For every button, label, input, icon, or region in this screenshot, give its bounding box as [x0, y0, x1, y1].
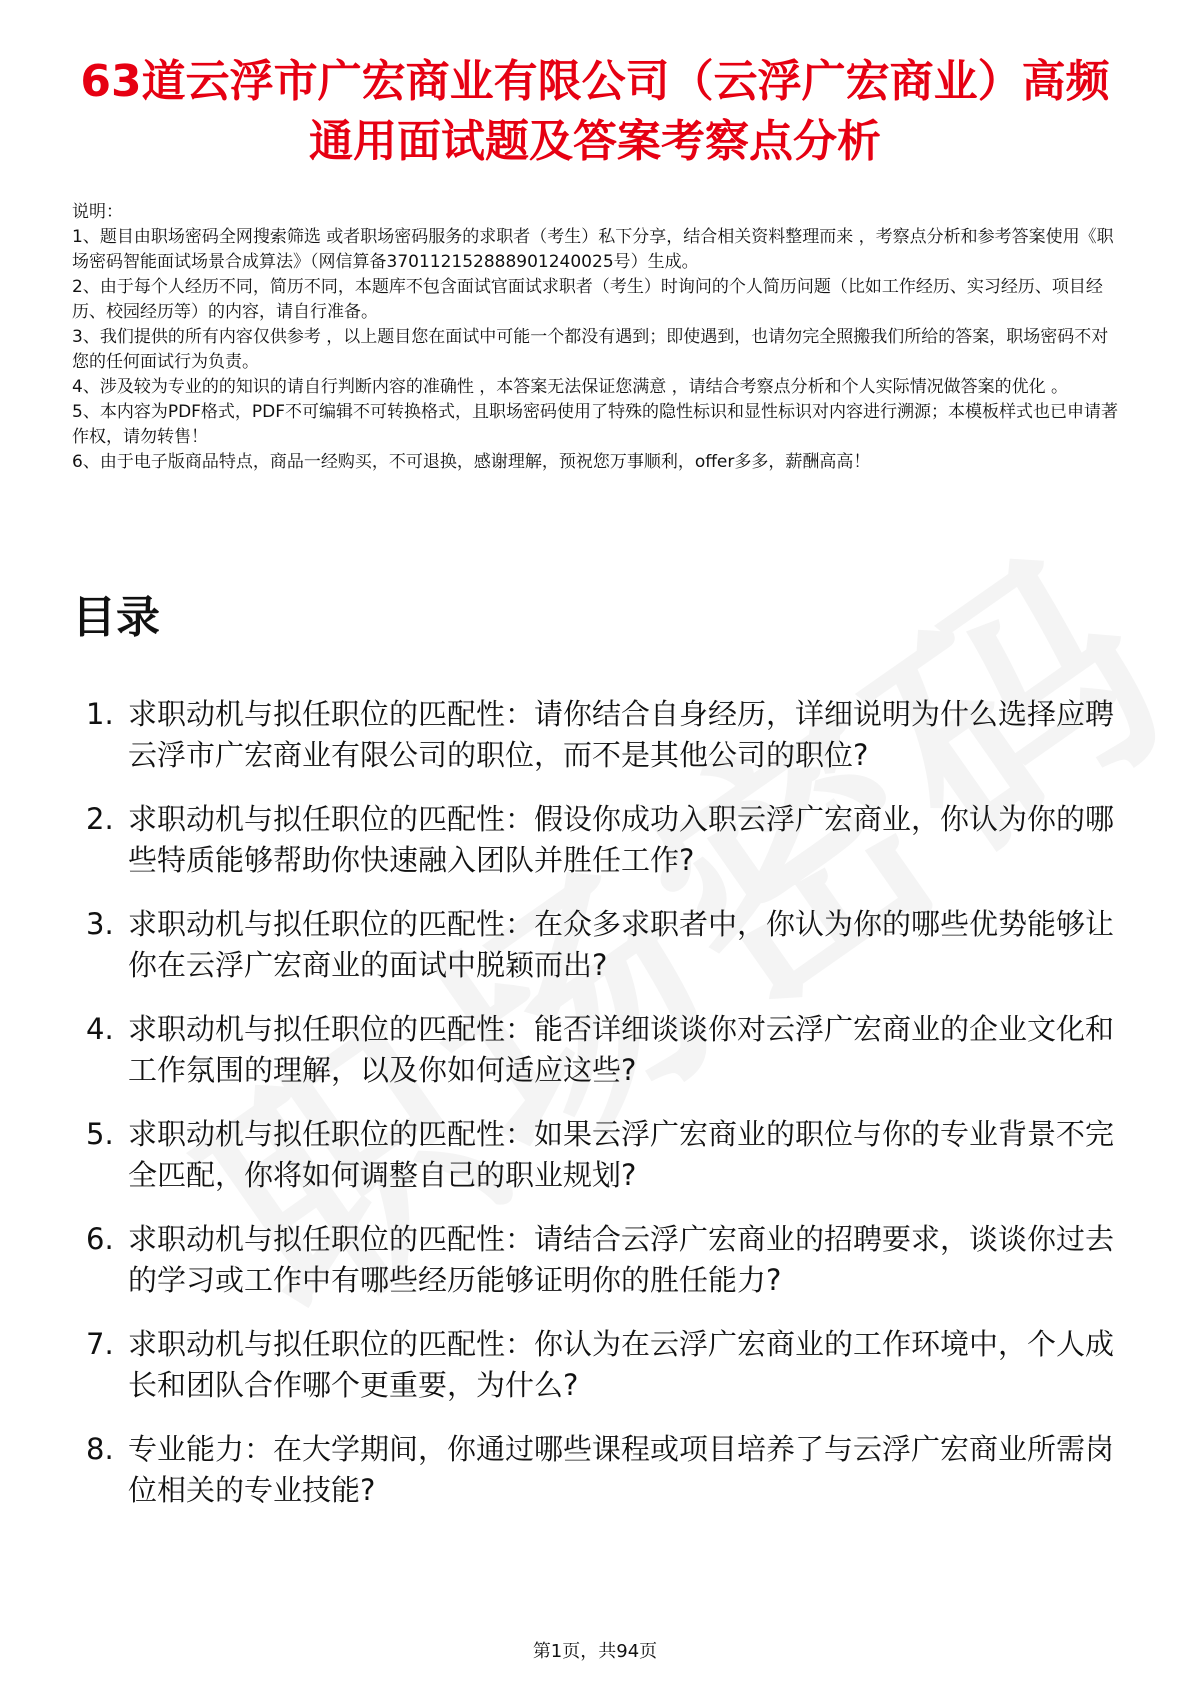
toc-item-number: 4. [86, 1012, 114, 1046]
toc-item-number: 1. [86, 697, 114, 731]
toc-item[interactable] [86, 1114, 1126, 1196]
note-item: 5、本内容为PDF格式，PDF不可编辑不可转换格式，且职场密码使用了特殊的隐性标识和显性标识对内容进行溯源；本模板样式也已申请著作权，请勿转售！ [72, 402, 1119, 447]
toc-item-text: 求职动机与拟任职位的匹配性：如果云浮广宏商业的职位与你的专业背景不完全匹配，你将如何调整自己的职业规划? [128, 1117, 1115, 1192]
toc-item-number: 2. [86, 802, 114, 836]
toc-item-number: 5. [86, 1117, 114, 1151]
table-of-contents [86, 694, 1126, 1534]
toc-item[interactable] [86, 799, 1126, 881]
note-item: 4、涉及较为专业的的知识的请自行判断内容的准确性 ，本答案无法保证您满意 ，请结合考察点分析和个人实际情况做答案的优化 。 [72, 377, 1069, 397]
note-item: 1、题目由职场密码全网搜索筛选 或者职场密码服务的求职者（考生）私下分享，结合相关资料整理而来 ，考察点分析和参考答案使用《职场密码智能面试场景合成算法》（网信算备370112152888901240025号）生成。 [72, 227, 1114, 272]
page-footer: 第1页，共94页 [532, 1641, 658, 1662]
toc-item-text: 专业能力：在大学期间，你通过哪些课程或项目培养了与云浮广宏商业所需岗位相关的专业技能? [128, 1432, 1115, 1507]
toc-item-number: 7. [86, 1327, 114, 1361]
toc-item[interactable] [86, 904, 1126, 986]
toc-item-text: 求职动机与拟任职位的匹配性：在众多求职者中，你认为你的哪些优势能够让你在云浮广宏商业的面试中脱颖而出? [128, 907, 1115, 982]
toc-item-text: 求职动机与拟任职位的匹配性：你认为在云浮广宏商业的工作环境中，个人成长和团队合作哪个更重要，为什么? [128, 1327, 1115, 1402]
toc-item-number: 3. [86, 907, 114, 941]
note-item: 3、我们提供的所有内容仅供参考 ，以上题目您在面试中可能一个都没有遇到；即使遇到，也请勿完全照搬我们所给的答案，职场密码不对您的任何面试行为负责。 [72, 327, 1109, 372]
toc-item[interactable] [86, 1219, 1126, 1301]
toc-item-number: 8. [86, 1432, 114, 1466]
toc-item[interactable] [86, 1324, 1126, 1406]
toc-item[interactable] [86, 1009, 1126, 1091]
document-title: 63道云浮市广宏商业有限公司（云浮广宏商业）高频通用面试题及答案考察点分析 [80, 56, 1110, 167]
toc-item[interactable] [86, 694, 1126, 776]
toc-item-text: 求职动机与拟任职位的匹配性：请你结合自身经历，详细说明为什么选择应聘云浮市广宏商业有限公司的职位，而不是其他公司的职位? [128, 697, 1115, 772]
note-item: 6、由于电子版商品特点，商品一经购买，不可退换，感谢理解，预祝您万事顺利，offer多多，薪酬高高！ [72, 452, 871, 472]
notes-section [72, 200, 1122, 475]
note-item: 2、由于每个人经历不同，简历不同，本题库不包含面试官面试求职者（考生）时询问的个人简历问题（比如工作经历、实习经历、项目经历、校园经历等）的内容，请自行准备。 [72, 277, 1103, 322]
toc-item-number: 6. [86, 1222, 114, 1256]
notes-heading: 说明： [72, 202, 123, 222]
toc-item-text: 求职动机与拟任职位的匹配性：请结合云浮广宏商业的招聘要求，谈谈你过去的学习或工作中有哪些经历能够证明你的胜任能力? [128, 1222, 1115, 1297]
toc-item-text: 求职动机与拟任职位的匹配性：假设你成功入职云浮广宏商业，你认为你的哪些特质能够帮助你快速融入团队并胜任工作? [128, 802, 1115, 877]
toc-item-text: 求职动机与拟任职位的匹配性：能否详细谈谈你对云浮广宏商业的企业文化和工作氛围的理解，以及你如何适应这些? [128, 1012, 1115, 1087]
toc-item[interactable] [86, 1429, 1126, 1511]
toc-heading: 目录 [72, 592, 160, 643]
